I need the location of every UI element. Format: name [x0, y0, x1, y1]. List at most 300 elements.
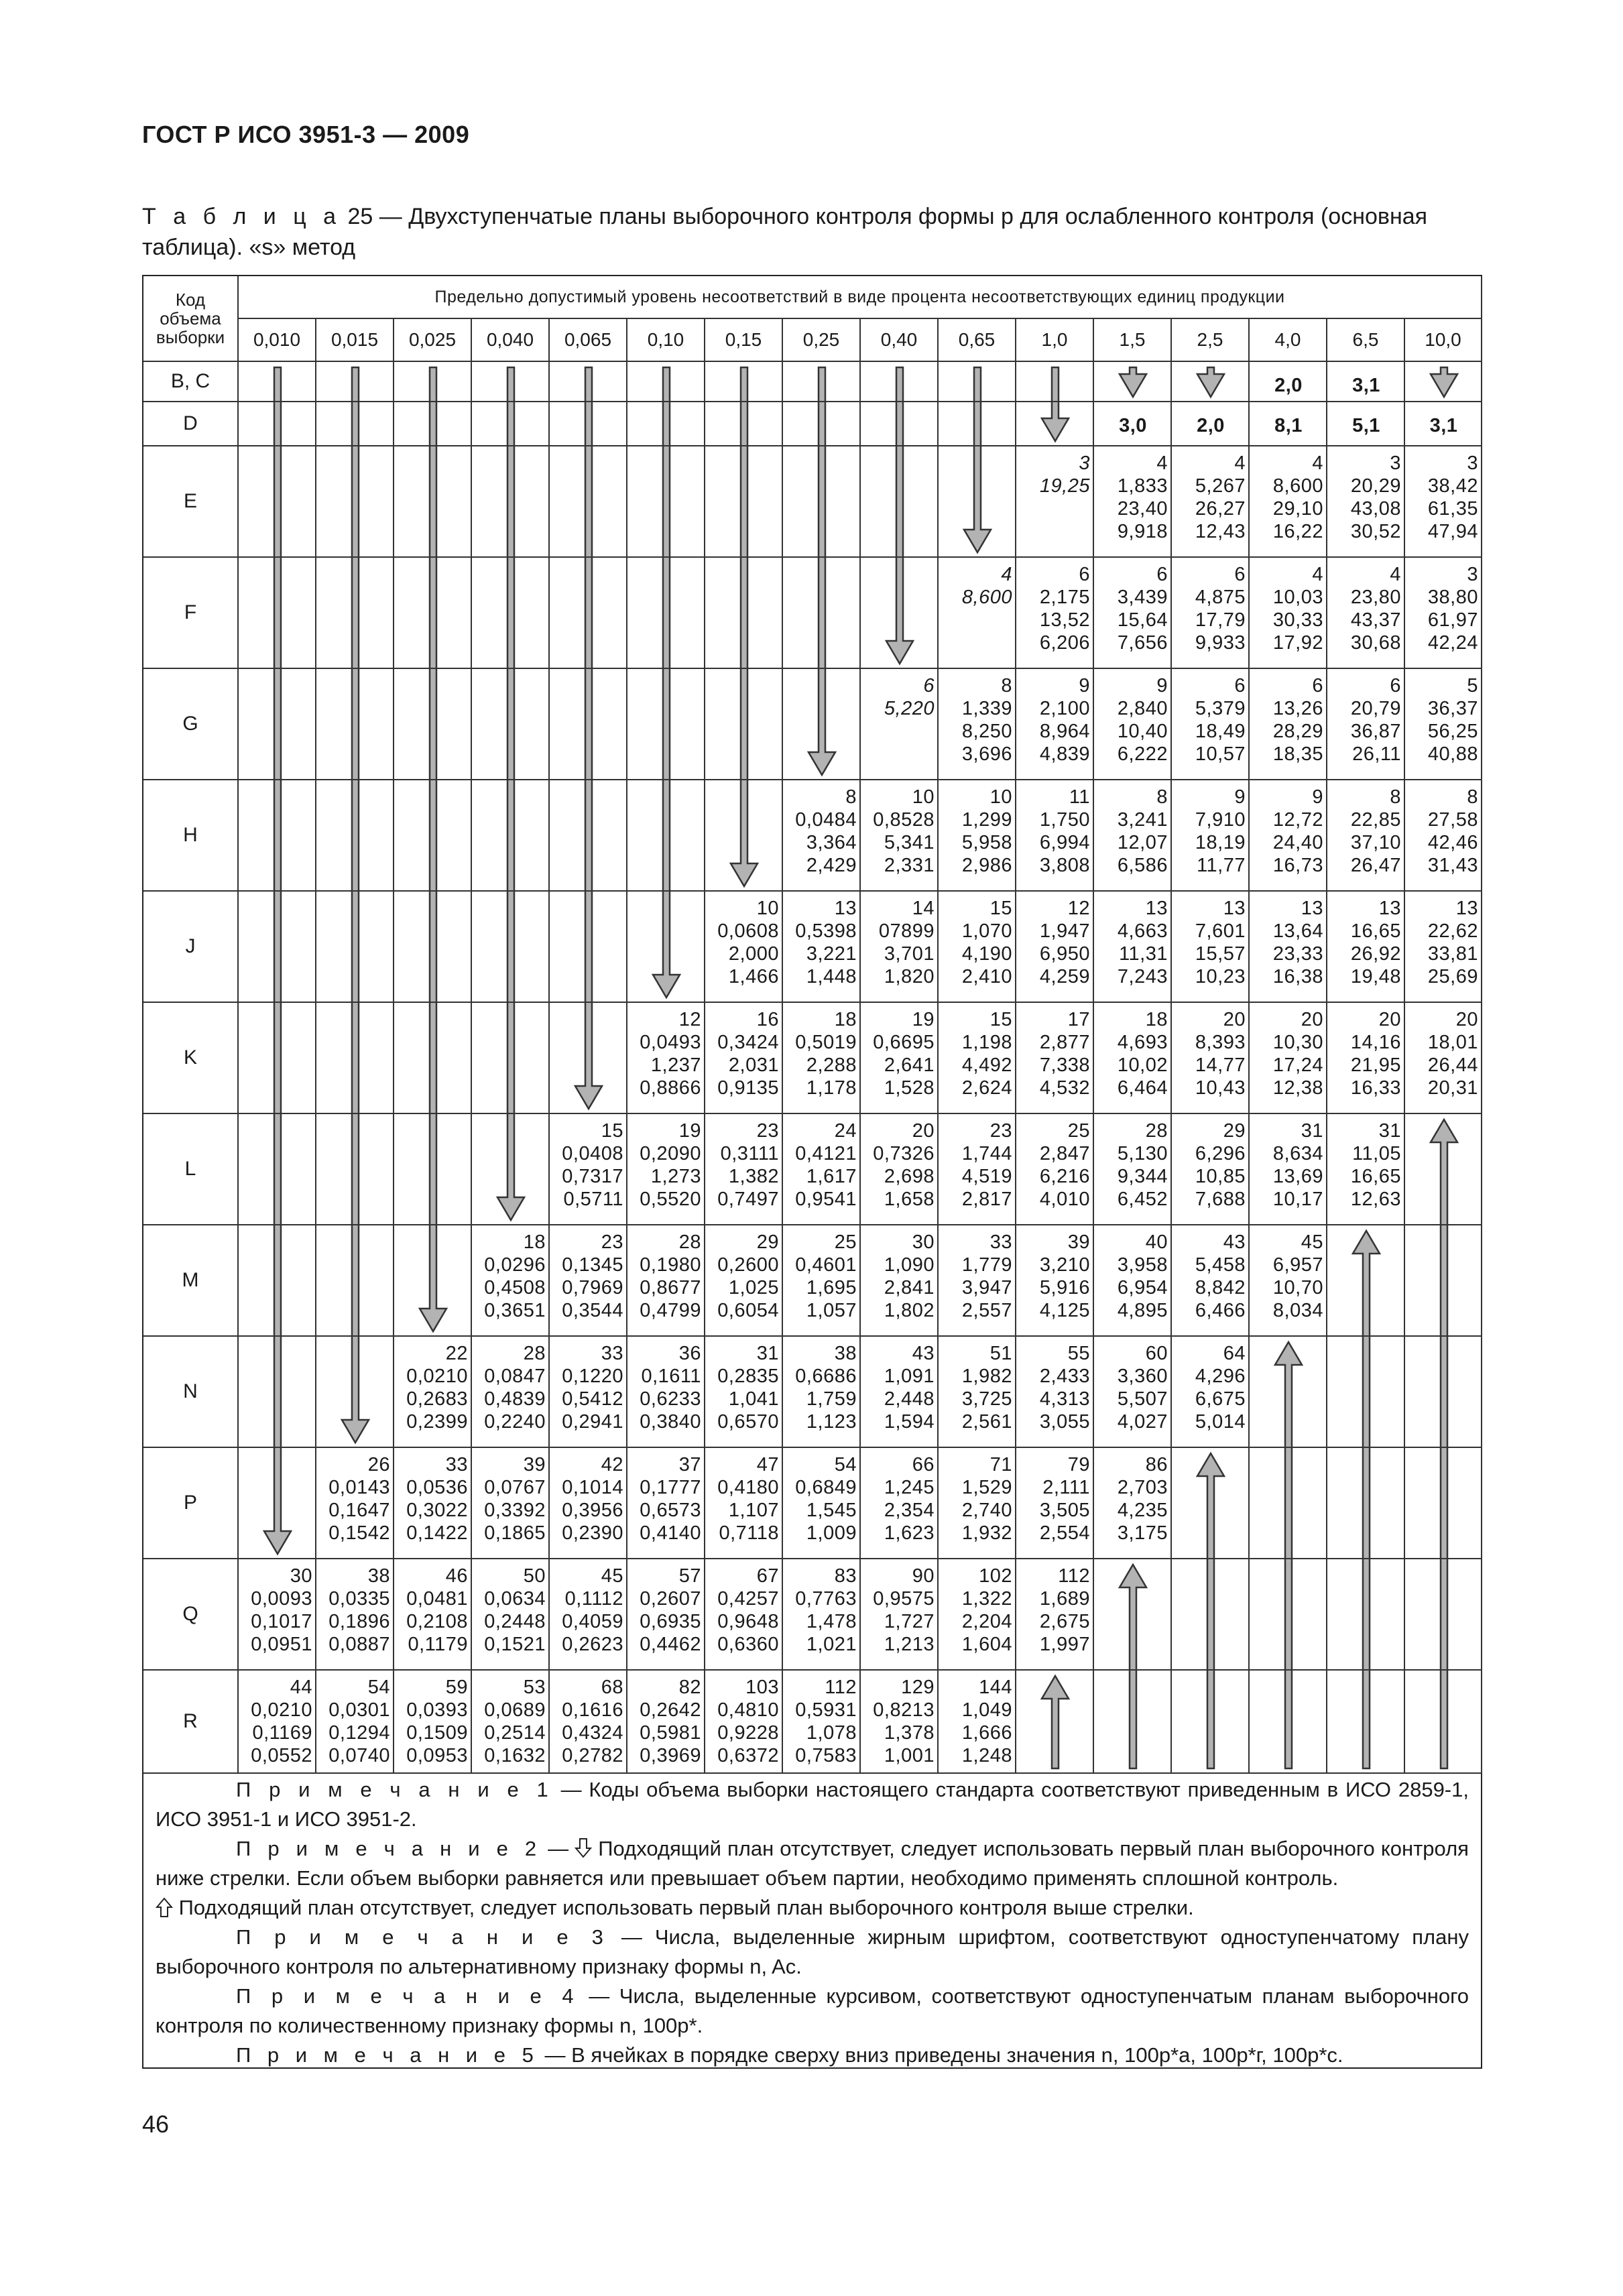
table-cell: [394, 446, 472, 558]
aql-header-cell: 0,015: [316, 319, 394, 362]
cell-value-text: 23 0,3111 1,382 0,7497: [717, 1120, 779, 1210]
cell-value-text: 3 20,29 43,08 30,52: [1350, 452, 1401, 542]
cell-values: [1094, 1337, 1172, 1448]
cell-value-text: 8 3,241 12,07 6,586: [1117, 786, 1168, 876]
cell-value-text: 13 16,65 26,92 19,48: [1350, 898, 1401, 987]
note-1-label: П р и м е ч а н и е 1: [236, 1778, 554, 1801]
cell-value-text: 38 0,0335 0,1896 0,0887: [328, 1565, 390, 1655]
aql-header-cell: 2,5: [1172, 319, 1250, 362]
table-cell: [1327, 1337, 1405, 1448]
aql-header-cell: 0,040: [472, 319, 550, 362]
cell-values: [1327, 669, 1405, 780]
cell-values: [939, 780, 1016, 892]
cell-value-text: 51 1,982 3,725 2,561: [961, 1343, 1012, 1433]
cell-values: [939, 1003, 1016, 1114]
cell-values: [1094, 780, 1172, 892]
note-5: [156, 2041, 1469, 2070]
table-cell: [550, 1003, 627, 1114]
sampling-plan-table: [142, 275, 1482, 2069]
cell-values: [1172, 1337, 1250, 1448]
aql-header-cell: 0,40: [861, 319, 939, 362]
cell-values: [1094, 669, 1172, 780]
cell-values: [627, 1559, 705, 1671]
cell-values: [627, 1114, 705, 1225]
table-cell: [1016, 362, 1094, 402]
cell-value-text: 83 0,7763 1,478 1,021: [795, 1565, 857, 1655]
cell-values: [1172, 1003, 1250, 1114]
cell-values: [1094, 1448, 1172, 1559]
cell-values: [861, 780, 939, 892]
cell-values: [1094, 402, 1172, 446]
table-cell: [316, 1003, 394, 1114]
cell-values: [627, 1671, 705, 1774]
cell-value-text: 25 0,4601 1,695 1,057: [795, 1231, 857, 1321]
table-cell: [1405, 1337, 1482, 1448]
aql-header-cell: 4,0: [1250, 319, 1327, 362]
sample-size-code: J: [143, 892, 239, 1003]
table-cell: [705, 446, 783, 558]
cell-values: [627, 1448, 705, 1559]
cell-value-text: 25 2,847 6,216 4,010: [1039, 1120, 1090, 1210]
cell-value-text: 4 5,267 26,27 12,43: [1195, 452, 1246, 542]
note-5-label: П р и м е ч а н и е 5: [236, 2043, 539, 2067]
aql-header-cell: 6,5: [1327, 319, 1405, 362]
table-cell: [239, 892, 316, 1003]
cell-value-text: 6 5,379 18,49 10,57: [1195, 675, 1246, 765]
cell-value-text: 33 1,779 3,947 2,557: [961, 1231, 1012, 1321]
cell-value-text: 8 1,339 8,250 3,696: [961, 675, 1012, 765]
cell-values: [472, 1559, 550, 1671]
cell-values: [783, 1671, 861, 1774]
cell-value-text: 8,1: [1274, 415, 1303, 436]
cell-value-text: 13 13,64 23,33 16,38: [1272, 898, 1323, 987]
aql-header-cell: 0,010: [239, 319, 316, 362]
cell-value-text: 9 12,72 24,40 16,73: [1272, 786, 1323, 876]
cell-values: [1094, 446, 1172, 558]
cell-value-text: 102 1,322 2,204 1,604: [961, 1565, 1012, 1655]
cell-values: [1250, 362, 1327, 402]
up-arrow-icon: [156, 1897, 173, 1917]
sample-size-code: Q: [143, 1559, 239, 1671]
cell-values: [1094, 1003, 1172, 1114]
cell-values: [1250, 1114, 1327, 1225]
cell-values: [1016, 558, 1094, 669]
table-cell: [861, 402, 939, 446]
cell-values: [1172, 402, 1250, 446]
aql-header-cell: 0,65: [939, 319, 1016, 362]
table-cell: [472, 669, 550, 780]
table-cell: [627, 558, 705, 669]
cell-values: [316, 1448, 394, 1559]
table-cell: [1094, 1671, 1172, 1774]
table-cell: [316, 1337, 394, 1448]
cell-values: [939, 1225, 1016, 1337]
cell-values: [783, 1337, 861, 1448]
cell-value-text: 13 22,62 33,81 25,69: [1427, 898, 1478, 987]
cell-values: [705, 1225, 783, 1337]
table-cell: [1327, 1225, 1405, 1337]
table-cell: [394, 1225, 472, 1337]
cell-values: [1327, 1003, 1405, 1114]
cell-values: [1172, 1225, 1250, 1337]
cell-value-text: 43 5,458 8,842 6,466: [1195, 1231, 1246, 1321]
table-cell: [316, 892, 394, 1003]
table-cell: [472, 780, 550, 892]
sample-size-code: L: [143, 1114, 239, 1225]
cell-value-text: 38 0,6686 1,759 1,123: [795, 1343, 857, 1433]
cell-values: [1016, 1337, 1094, 1448]
table-cell: [627, 669, 705, 780]
table-cell: [1250, 1671, 1327, 1774]
cell-values: [472, 1337, 550, 1448]
cell-values: [939, 1671, 1016, 1774]
cell-value-text: 59 0,0393 0,1509 0,0953: [406, 1677, 468, 1766]
cell-value-text: 8 27,58 42,46 31,43: [1427, 786, 1478, 876]
cell-values: [1405, 446, 1482, 558]
cell-values: [627, 1337, 705, 1448]
cell-value-text: 5,1: [1352, 415, 1380, 436]
corner-header: [143, 276, 239, 362]
cell-value-text: 22 0,0210 0,2683 0,2399: [406, 1343, 468, 1433]
sample-size-code: E: [143, 446, 239, 558]
note-1-text: — Коды объема выборки настоящего стандарта соответствуют приведенным в ИСО 2859-1, ИСО 3951-1 и ИСО 3951-2.: [156, 1778, 1469, 1831]
cell-value-text: 3 38,42 61,35 47,94: [1427, 452, 1478, 542]
table-cell: [316, 669, 394, 780]
sample-size-code: N: [143, 1337, 239, 1448]
cell-values: [861, 1003, 939, 1114]
sample-size-code: H: [143, 780, 239, 892]
table-cell: [550, 362, 627, 402]
cell-value-text: 112 0,5931 1,078 0,7583: [795, 1677, 857, 1766]
table-cell: [394, 780, 472, 892]
cell-value-text: 6 2,175 13,52 6,206: [1039, 564, 1090, 654]
table-cell: [394, 402, 472, 446]
cell-value-text: 44 0,0210 0,1169 0,0552: [251, 1677, 312, 1766]
cell-value-text: 16 0,3424 2,031 0,9135: [717, 1009, 779, 1099]
cell-values: [1016, 669, 1094, 780]
cell-value-text: 37 0,1777 0,6573 0,4140: [640, 1454, 701, 1544]
cell-value-text: 54 0,6849 1,545 1,009: [795, 1454, 857, 1544]
cell-values: [1405, 669, 1482, 780]
cell-value-text: 112 1,689 2,675 1,997: [1039, 1565, 1090, 1655]
cell-value-text: 19 0,6695 2,641 1,528: [873, 1009, 935, 1099]
note-3: [156, 1923, 1469, 1982]
cell-values: [1094, 1114, 1172, 1225]
cell-values: [861, 1559, 939, 1671]
table-caption: [142, 201, 1483, 263]
cell-values: [1016, 1448, 1094, 1559]
table-cell: [1172, 1448, 1250, 1559]
table-cell: [316, 558, 394, 669]
table-cell: [705, 362, 783, 402]
cell-value-text: 67 0,4257 0,9648 0,6360: [717, 1565, 779, 1655]
table-cell: [627, 402, 705, 446]
cell-value-text: 86 2,703 4,235 3,175: [1117, 1454, 1168, 1544]
cell-value-text: 43 1,091 2,448 1,594: [884, 1343, 935, 1433]
caption-prefix: Т а б л и ц а: [142, 204, 342, 229]
table-cell: [1250, 1559, 1327, 1671]
cell-values: [861, 892, 939, 1003]
cell-value-text: 3,0: [1119, 415, 1147, 436]
table-cell: [627, 362, 705, 402]
table-cell: [1250, 1337, 1327, 1448]
cell-values: [1250, 1225, 1327, 1337]
cell-values: [1172, 558, 1250, 669]
cell-values: [239, 1559, 316, 1671]
cell-value-text: 71 1,529 2,740 1,932: [961, 1454, 1012, 1544]
table-cell: [394, 558, 472, 669]
cell-value-text: 66 1,245 2,354 1,623: [884, 1454, 935, 1544]
cell-values: [939, 892, 1016, 1003]
aql-header-cell: 1,5: [1094, 319, 1172, 362]
cell-values: [550, 1448, 627, 1559]
table-cell: [472, 362, 550, 402]
cell-values: [861, 1114, 939, 1225]
table-cell: [550, 780, 627, 892]
table-cell: [1172, 1671, 1250, 1774]
cell-values: [861, 1448, 939, 1559]
note-3-text: — Числа, выделенные жирным шрифтом, соответствуют одноступенчатому плану выборочного контроля по альтернативному признаку формы n, Ac.: [156, 1925, 1469, 1978]
cell-value-text: 3,1: [1352, 375, 1380, 396]
cell-value-text: 30 1,090 2,841 1,802: [884, 1231, 935, 1321]
cell-value-text: 79 2,111 3,505 2,554: [1039, 1454, 1090, 1544]
table-cell: [1016, 402, 1094, 446]
note-4-label: П р и м е ч а н и е 4: [236, 1984, 579, 2008]
table-cell: [239, 1225, 316, 1337]
table-cell: [783, 558, 861, 669]
cell-value-text: 4 8,600 29,10 16,22: [1272, 452, 1323, 542]
cell-value-text: 4 1,833 23,40 9,918: [1117, 452, 1168, 542]
cell-value-text: 3,1: [1429, 415, 1458, 436]
note-1: [156, 1775, 1469, 1834]
table-cell: [1327, 1559, 1405, 1671]
note-4: [156, 1982, 1469, 2041]
table-cell: [394, 1114, 472, 1225]
note-2-label: П р и м е ч а н и е 2: [236, 1837, 542, 1860]
table-cell: [783, 402, 861, 446]
cell-values: [939, 1337, 1016, 1448]
cell-value-text: 8 22,85 37,10 26,47: [1350, 786, 1401, 876]
sample-size-code: B, C: [143, 362, 239, 402]
table-cell: [316, 1114, 394, 1225]
table-cell: [394, 892, 472, 1003]
cell-value-text: 90 0,9575 1,727 1,213: [873, 1565, 935, 1655]
cell-value-text: 23 0,1345 0,7969 0,3544: [562, 1231, 623, 1321]
aql-header-cell: 1,0: [1016, 319, 1094, 362]
cell-values: [1016, 1559, 1094, 1671]
cell-value-text: 60 3,360 5,507 4,027: [1117, 1343, 1168, 1433]
cell-value-text: 29 6,296 10,85 7,688: [1195, 1120, 1246, 1210]
cell-values: [783, 1114, 861, 1225]
cell-values: [1327, 892, 1405, 1003]
cell-values: [1250, 892, 1327, 1003]
cell-value-text: 45 6,957 10,70 8,034: [1272, 1231, 1323, 1321]
table-cell: [1016, 1671, 1094, 1774]
table-cell: [861, 362, 939, 402]
table-cell: [550, 669, 627, 780]
table-cell: [316, 1225, 394, 1337]
table-cell: [239, 402, 316, 446]
table-cell: [783, 669, 861, 780]
note-3-label: П р и м е ч а н и е 3: [236, 1925, 609, 1949]
cell-values: [861, 1337, 939, 1448]
cell-values: [472, 1671, 550, 1774]
table-cell: [1094, 362, 1172, 402]
cell-values: [1172, 780, 1250, 892]
cell-value-text: 42 0,1014 0,3956 0,2390: [562, 1454, 623, 1544]
table-cell: [316, 362, 394, 402]
cell-value-text: 28 0,1980 0,8677 0,4799: [640, 1231, 701, 1321]
aql-header-cell: 0,025: [394, 319, 472, 362]
span-label: Предельно допустимый уровень несоответствий в виде процента несоответствующих единиц продукции: [434, 288, 1285, 306]
table-cell: [627, 892, 705, 1003]
table-cell: [394, 669, 472, 780]
sample-size-code: G: [143, 669, 239, 780]
cell-values: [1016, 1114, 1094, 1225]
aql-header-cell: 10,0: [1405, 319, 1482, 362]
cell-values: [627, 1003, 705, 1114]
span-header: [239, 276, 1482, 319]
table-cell: [627, 780, 705, 892]
cell-value-text: 3 38,80 61,97 42,24: [1427, 564, 1478, 654]
table-cell: [1405, 1671, 1482, 1774]
table-cell: [239, 446, 316, 558]
cell-values: [627, 1225, 705, 1337]
cell-value-text: 40 3,958 6,954 4,895: [1117, 1231, 1168, 1321]
aql-header-cell: 0,15: [705, 319, 783, 362]
table-cell: [239, 1448, 316, 1559]
cell-values: [472, 1225, 550, 1337]
cell-values: [550, 1114, 627, 1225]
cell-values: [1094, 1225, 1172, 1337]
corner-label: Код объема выборки: [156, 290, 225, 347]
cell-value-text: 19 0,2090 1,273 0,5520: [640, 1120, 701, 1210]
cell-values: [939, 1559, 1016, 1671]
table-cell: [939, 402, 1016, 446]
note-2: П р и м е ч а н и е 2 — Подходящий план отсутствует, следует использовать первый план выборочного контроля ниже стрелки. Если объем выборки равняется или превышает объем партии, необходимо применять сплошной контроль.: [156, 1837, 1469, 1890]
cell-values: [239, 1671, 316, 1774]
cell-values: [1172, 669, 1250, 780]
cell-values: [1016, 780, 1094, 892]
cell-values: [939, 1114, 1016, 1225]
cell-value-text: 82 0,2642 0,5981 0,3969: [640, 1677, 701, 1766]
cell-values: [1016, 446, 1094, 558]
down-arrow-icon: [575, 1838, 592, 1858]
cell-values: [1327, 446, 1405, 558]
cell-value-text: 4 10,03 30,33 17,92: [1272, 564, 1323, 654]
cell-values: [939, 558, 1016, 669]
table-cell: [1405, 1225, 1482, 1337]
cell-values: [394, 1448, 472, 1559]
table-cell: [705, 558, 783, 669]
cell-value-text: 26 0,0143 0,1647 0,1542: [328, 1454, 390, 1544]
cell-value-text: 68 0,1616 0,4324 0,2782: [562, 1677, 623, 1766]
cell-value-text: 13 0,5398 3,221 1,448: [795, 898, 857, 987]
cell-values: [939, 669, 1016, 780]
note-2-up: [156, 1893, 1469, 1923]
cell-value-text: 47 0,4180 1,107 0,7118: [717, 1454, 779, 1544]
cell-value-text: 3 19,25: [1039, 452, 1090, 497]
table-cell: [316, 780, 394, 892]
cell-value-text: 20 0,7326 2,698 1,658: [873, 1120, 935, 1210]
cell-value-text: 4 23,80 43,37 30,68: [1350, 564, 1401, 654]
notes-section: [156, 1775, 1469, 2070]
table-cell: [239, 1114, 316, 1225]
cell-values: [1094, 892, 1172, 1003]
sample-size-code: K: [143, 1003, 239, 1114]
cell-value-text: 20 18,01 26,44 20,31: [1427, 1009, 1478, 1099]
cell-values: [1172, 446, 1250, 558]
cell-value-text: 15 1,070 4,190 2,410: [961, 898, 1012, 987]
cell-values: [783, 1225, 861, 1337]
cell-values: [550, 1225, 627, 1337]
cell-values: [1250, 558, 1327, 669]
cell-values: [705, 1448, 783, 1559]
cell-values: [1405, 402, 1482, 446]
cell-value-text: 28 0,0847 0,4839 0,2240: [484, 1343, 546, 1433]
cell-value-text: 20 10,30 17,24 12,38: [1272, 1009, 1323, 1099]
cell-value-text: 31 0,2835 1,041 0,6570: [717, 1343, 779, 1433]
cell-values: [861, 1225, 939, 1337]
cell-values: [1250, 446, 1327, 558]
cell-value-text: 15 1,198 4,492 2,624: [961, 1009, 1012, 1099]
cell-values: [1094, 558, 1172, 669]
cell-values: [394, 1559, 472, 1671]
cell-values: [1016, 1003, 1094, 1114]
cell-values: [1250, 669, 1327, 780]
table-cell: [239, 558, 316, 669]
cell-values: [783, 780, 861, 892]
cell-value-text: 39 0,0767 0,3392 0,1865: [484, 1454, 546, 1544]
cell-value-text: 2,0: [1274, 375, 1303, 396]
cell-value-text: 14 07899 3,701 1,820: [878, 898, 935, 987]
cell-values: [705, 1114, 783, 1225]
table-cell: [550, 892, 627, 1003]
cell-value-text: 53 0,0689 0,2514 0,1632: [484, 1677, 546, 1766]
cell-values: [861, 669, 939, 780]
cell-value-text: 2,0: [1197, 415, 1225, 436]
table-cell: [472, 558, 550, 669]
table-cell: [472, 446, 550, 558]
cell-values: [939, 1448, 1016, 1559]
cell-values: [861, 1671, 939, 1774]
cell-values: [1327, 780, 1405, 892]
cell-value-text: 9 7,910 18,19 11,77: [1195, 786, 1246, 876]
cell-value-text: 31 11,05 16,65 12,63: [1350, 1120, 1401, 1210]
cell-value-text: 9 2,840 10,40 6,222: [1117, 675, 1168, 765]
cell-value-text: 15 0,0408 0,7317 0,5711: [562, 1120, 623, 1210]
table-cell: [316, 446, 394, 558]
cell-value-text: 45 0,1112 0,4059 0,2623: [562, 1565, 623, 1655]
table-cell: [783, 446, 861, 558]
cell-values: [705, 1671, 783, 1774]
sample-size-code: P: [143, 1448, 239, 1559]
cell-value-text: 4 8,600: [961, 564, 1012, 608]
cell-value-text: 10 0,8528 5,341 2,331: [873, 786, 935, 876]
aql-header-cell: 0,10: [627, 319, 705, 362]
cell-value-text: 6 13,26 28,29 18,35: [1272, 675, 1323, 765]
cell-values: [550, 1671, 627, 1774]
cell-values: [783, 1559, 861, 1671]
table-cell: [1405, 362, 1482, 402]
table-cell: [239, 1337, 316, 1448]
cell-value-text: 20 8,393 14,77 10,43: [1195, 1009, 1246, 1099]
cell-values: [1016, 892, 1094, 1003]
cell-value-text: 103 0,4810 0,9228 0,6372: [717, 1677, 779, 1766]
table-cell: [939, 362, 1016, 402]
sample-size-code: M: [143, 1225, 239, 1337]
cell-value-text: 29 0,2600 1,025 0,6054: [717, 1231, 779, 1321]
